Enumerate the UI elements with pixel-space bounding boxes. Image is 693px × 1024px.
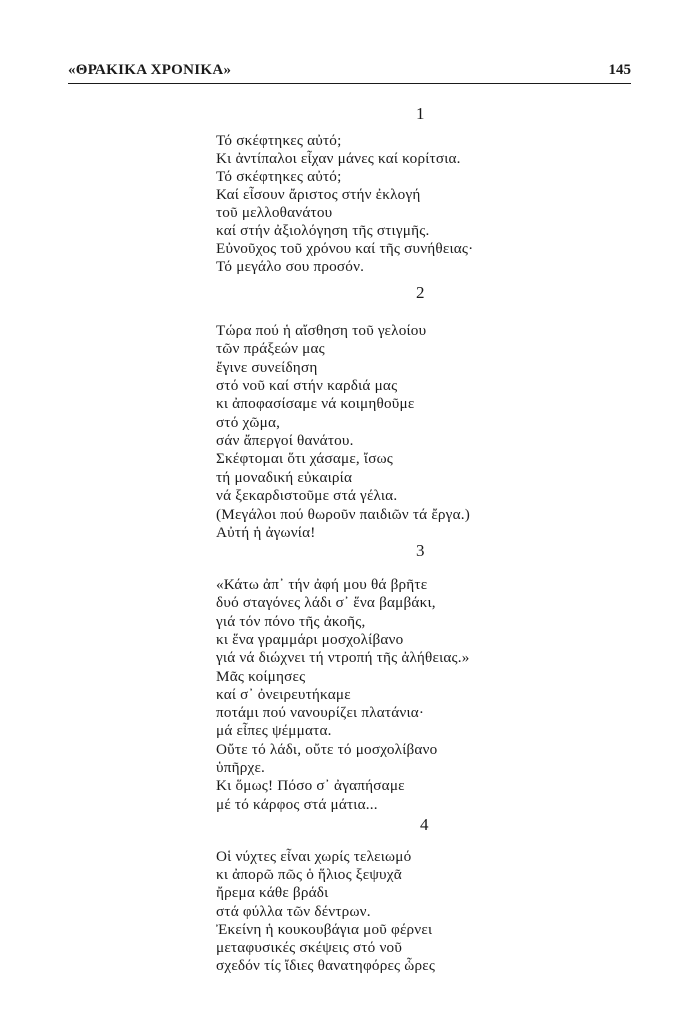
verse-line: τή μοναδική εὐκαιρία <box>216 468 353 486</box>
verse-line: νά ξεκαρδιστοῦμε στά γέλια. <box>216 487 398 505</box>
verse-line: Μᾶς κοίμησες <box>216 667 306 685</box>
section-number: 3 <box>416 541 425 560</box>
verse-line: σχεδόν τίς ἴδιες θανατηφόρες ὧρες <box>216 957 436 975</box>
verse-line: σάν ἄπεργοί θανάτου. <box>216 432 354 450</box>
verse-line: Σκέφτομαι ὅτι χάσαμε, ἴσως <box>216 450 394 468</box>
verse-line: μά εἶπες ψέμματα. <box>216 722 332 740</box>
verse-line: μεταφυσικές σκέψεις στό νοῦ <box>216 939 403 956</box>
journal-title: «ΘΡΑΚΙΚΑ ΧΡΟΝΙΚΑ» <box>68 62 232 78</box>
verse-line: ποτάμι πού νανουρίζει πλατάνια· <box>216 704 425 722</box>
verse-line: ὑπῆρχε. <box>216 759 266 776</box>
verse-line: τῶν πράξεών μας <box>216 340 325 358</box>
verse-line: στό νοῦ καί στήν καρδιά μας <box>216 377 398 395</box>
verse-line: Κι ὅμως! Πόσο σ᾿ ἀγαπήσαμε <box>216 777 405 795</box>
verse-line: Ἐκείνη ἡ κουκουβάγια μοῦ φέρνει <box>216 920 433 938</box>
verse-line: Αὐτή ἡ ἀγωνία! <box>216 523 316 541</box>
verse-line: ἔγινε συνείδηση <box>216 358 318 376</box>
verse-line: κι ἀποφασίσαμε νά κοιμηθοῦμε <box>216 395 415 413</box>
verse-line: καί στήν ἀξιολόγηση τῆς στιγμῆς. <box>216 222 430 239</box>
header-rule <box>68 83 631 84</box>
verse-line: γιά τόν πόνο τῆς ἀκοῆς, <box>216 612 366 630</box>
verse-line: ἤρεμα κάθε βράδι <box>216 884 329 902</box>
section-number: 2 <box>416 283 425 302</box>
verse-line: «Κάτω ἀπ᾿ τήν ἀφή μου θά βρῆτε <box>216 576 428 593</box>
section-number: 4 <box>420 815 429 834</box>
verse-line: μέ τό κάρφος στά μάτια... <box>216 795 378 813</box>
verse-line: κι ἀπορῶ πῶς ὁ ἥλιος ξεψυχᾶ <box>216 866 402 884</box>
verse-line: Τώρα πού ἡ αἴσθηση τοῦ γελοίου <box>216 322 427 339</box>
verse-line: τοῦ μελλοθανάτου <box>216 204 333 221</box>
verse-line: δυό σταγόνες λάδι σ᾿ ἕνα βαμβάκι, <box>216 594 436 612</box>
section-number: 1 <box>416 104 425 123</box>
page-number: 145 <box>608 62 631 78</box>
verse-line: Οὔτε τό λάδι, οὔτε τό μοσχολίβανο <box>216 740 438 758</box>
verse-line: Κι ἀντίπαλοι εἶχαν μάνες καί κορίτσια. <box>216 150 461 167</box>
verse-line: καί σ᾿ ὀνειρευτήκαμε <box>216 685 351 703</box>
verse-line: Οἱ νύχτες εἶναι χωρίς τελειωμό <box>216 848 412 865</box>
verse-line: Τό σκέφτηκες αὐτό; <box>216 132 342 149</box>
running-header <box>68 62 631 84</box>
verse-line: στό χῶμα, <box>216 413 281 431</box>
verse-line: Τό σκέφτηκες αὐτό; <box>216 168 342 185</box>
verse-line: στά φύλλα τῶν δέντρων. <box>216 902 371 920</box>
verse-line: γιά νά διώχνει τή ντροπή τῆς ἀλήθειας.» <box>216 649 470 667</box>
verse-line: κι ἕνα γραμμάρι μοσχολίβανο <box>216 630 404 648</box>
verse-line: Εὐνοῦχος τοῦ χρόνου καί τῆς συνήθειας· <box>216 240 474 257</box>
verse-line: (Μεγάλοι πού θωροῦν παιδιῶν τά ἔργα.) <box>216 505 471 523</box>
verse-line: Τό μεγάλο σου προσόν. <box>216 258 365 275</box>
verse-line: Καί εἶσουν ἄριστος στήν ἐκλογή <box>216 186 421 203</box>
